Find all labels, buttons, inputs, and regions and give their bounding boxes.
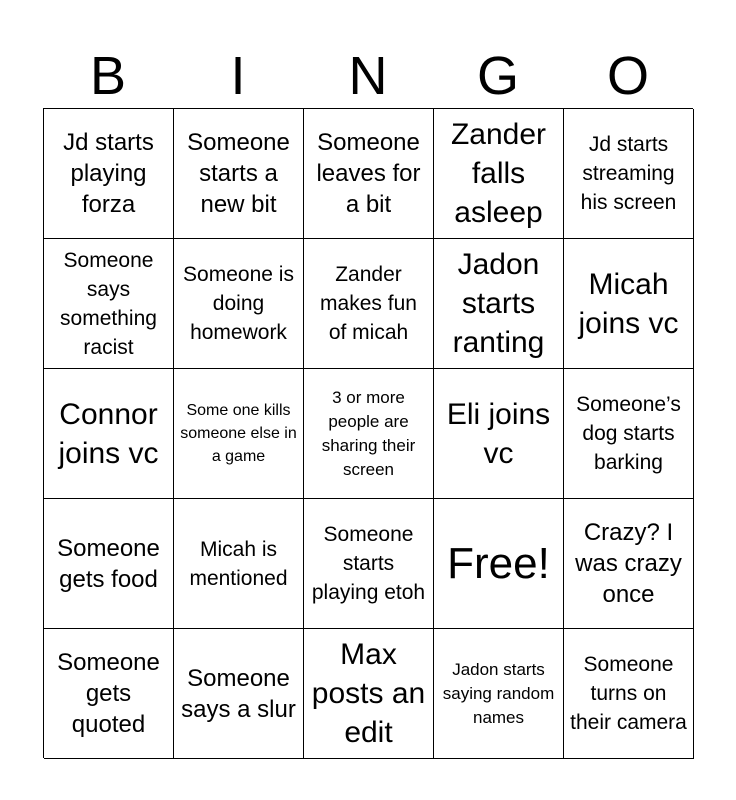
cell-text: Eli joins vc — [446, 397, 551, 470]
bingo-cell[interactable] — [564, 499, 694, 629]
bingo-cell[interactable] — [434, 239, 564, 369]
bingo-cell[interactable] — [304, 499, 434, 629]
bingo-cell[interactable] — [564, 369, 694, 499]
bingo-cell[interactable] — [304, 629, 434, 759]
bingo-cell[interactable] — [174, 629, 304, 759]
cell-text: Someone gets food — [57, 534, 160, 593]
cell-text: Zander falls asleep — [450, 118, 547, 229]
bingo-cell[interactable] — [174, 369, 304, 499]
header-letter-o: O — [606, 46, 649, 106]
cell-text: Micah joins vc — [578, 267, 679, 340]
cell-text: Crazy? I was crazy once — [575, 519, 682, 608]
header-letter-g: G — [476, 46, 519, 106]
cell-text: Someone says something racist — [60, 248, 157, 359]
cell-text: Some one kills someone else in a game — [180, 402, 297, 465]
cell-text: Someone gets quoted — [57, 649, 160, 738]
cell-text: Someone is doing homework — [183, 263, 294, 344]
bingo-cell[interactable] — [564, 629, 694, 759]
cell-text: Jadon starts ranting — [452, 248, 545, 359]
cell-text: Someone starts playing etoh — [311, 523, 426, 604]
cell-text: Someone leaves for a bit — [316, 129, 421, 218]
bingo-cell[interactable] — [304, 109, 434, 239]
bingo-cell[interactable] — [174, 109, 304, 239]
cell-text: 3 or more people are sharing their screen — [321, 387, 416, 479]
cell-text: Zander makes fun of micah — [320, 263, 417, 344]
bingo-cell[interactable] — [44, 239, 174, 369]
cell-text: Jadon starts saying random names — [442, 659, 555, 727]
bingo-header — [43, 44, 693, 108]
bingo-grid — [43, 108, 693, 758]
header-letter-n: N — [348, 46, 388, 106]
cell-text: Someone says a slur — [181, 664, 296, 723]
bingo-cell[interactable] — [564, 109, 694, 239]
header-letter-i: I — [230, 46, 246, 106]
bingo-cell[interactable] — [304, 369, 434, 499]
bingo-cell[interactable] — [174, 499, 304, 629]
header-letter-b: B — [89, 46, 127, 106]
bingo-cell[interactable] — [44, 499, 174, 629]
bingo-cell[interactable] — [44, 629, 174, 759]
cell-text: Connor joins vc — [58, 397, 159, 470]
cell-text: Micah is mentioned — [189, 537, 288, 590]
bingo-cell[interactable] — [44, 369, 174, 499]
cell-text: Someone turns on their camera — [570, 653, 687, 734]
bingo-cell[interactable] — [304, 239, 434, 369]
bingo-cell free-space[interactable] — [434, 499, 564, 629]
bingo-cell[interactable] — [564, 239, 694, 369]
cell-text: Jd starts playing forza — [63, 129, 154, 218]
cell-text: Free! — [447, 538, 550, 588]
bingo-cell[interactable] — [174, 239, 304, 369]
cell-text: Someone’s dog starts barking — [576, 393, 681, 474]
bingo-cell[interactable] — [434, 629, 564, 759]
cell-text: Max posts an edit — [311, 638, 426, 749]
cell-text: Someone starts a new bit — [187, 129, 290, 218]
bingo-cell[interactable] — [434, 369, 564, 499]
bingo-cell[interactable] — [434, 109, 564, 239]
cell-text: Jd starts streaming his screen — [580, 133, 677, 214]
bingo-cell[interactable] — [44, 109, 174, 239]
